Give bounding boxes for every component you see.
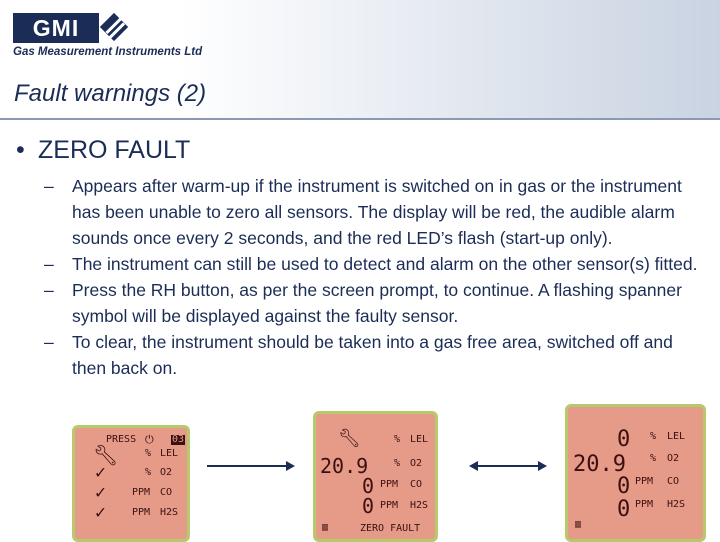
unit-label: PPM	[380, 500, 399, 511]
co-reading: 0	[617, 474, 631, 499]
gas-label: CO	[160, 487, 173, 498]
slide-title: Fault warnings (2)	[14, 80, 207, 107]
gas-label: O2	[160, 467, 173, 478]
display-startup	[72, 425, 190, 542]
h2s-reading: 0	[617, 497, 631, 522]
gas-label: LEL	[160, 448, 179, 459]
unit-label: PPM	[635, 499, 654, 510]
unit-label: PPM	[132, 487, 151, 498]
sub-point-text: The instrument can still be used to detect and alarm on the other sensor(s) fitted.	[72, 254, 698, 274]
display-zero-fault	[313, 411, 438, 542]
sub-point	[44, 251, 704, 277]
co-reading: 0	[362, 474, 375, 498]
arrow-right-icon	[538, 461, 547, 471]
unit-label: %	[145, 467, 152, 478]
tick-icon: ✓	[95, 462, 106, 483]
status-text: ZERO FAULT	[360, 523, 421, 534]
sub-point-text: To clear, the instrument should be taken into a gas free area, switched off and then back on.	[72, 332, 673, 378]
tick-icon: ✓	[95, 502, 106, 523]
gas-label: LEL	[667, 431, 686, 442]
spanner-icon: 🔧︎	[338, 428, 361, 449]
bullet-heading	[16, 136, 190, 165]
battery-icon: ▥	[322, 522, 329, 533]
unit-label: PPM	[635, 476, 654, 487]
gas-label: O2	[410, 458, 423, 469]
press-prompt: PRESS	[106, 434, 137, 445]
gas-label: CO	[410, 479, 423, 490]
gas-label: CO	[667, 476, 680, 487]
gas-label: H2S	[160, 507, 179, 518]
h2s-reading: 0	[362, 494, 375, 518]
unit-label: PPM	[132, 507, 151, 518]
sub-point-text: Press the RH button, as per the screen prompt, to continue. A flashing spanner symbol will be displayed against the faulty sensor.	[72, 280, 682, 326]
gas-label: H2S	[410, 500, 429, 511]
unit-label: %	[650, 431, 657, 442]
o2-reading: 20.9	[320, 454, 369, 478]
arrow-line	[477, 465, 539, 467]
dash: –	[44, 280, 54, 300]
sub-point	[44, 277, 704, 329]
spanner-icon: 🔧︎	[93, 443, 119, 467]
sub-point	[44, 173, 704, 251]
power-icon: ⏻	[145, 433, 154, 446]
tick-icon: ✓	[95, 482, 106, 503]
o2-reading: 20.9	[573, 452, 626, 477]
gas-label: LEL	[410, 434, 429, 445]
sub-points	[44, 173, 704, 381]
unit-label: %	[145, 448, 152, 459]
unit-label: %	[650, 453, 657, 464]
unit-label: PPM	[380, 479, 399, 490]
dash: –	[44, 332, 54, 352]
header-divider	[0, 118, 720, 120]
countdown: 03	[172, 434, 185, 445]
arrow-line	[207, 465, 287, 467]
logo-text: GMI	[32, 15, 80, 41]
gmi-logo	[13, 13, 127, 43]
bullet-symbol: •	[16, 136, 25, 164]
dash: –	[44, 254, 54, 274]
battery-icon: ▥	[575, 519, 582, 530]
sub-point	[44, 329, 704, 381]
dash: –	[44, 176, 54, 196]
gas-label: O2	[667, 453, 680, 464]
sub-point-text: Appears after warm-up if the instrument is switched on in gas or the instrument has been unable to zero all sensors. The display will be red, the audible alarm sounds once every 2 seconds, and the red LED’s flash (start-up only).	[72, 176, 682, 248]
company-name: Gas Measurement Instruments Ltd	[13, 46, 203, 58]
lel-reading: 0	[617, 427, 631, 452]
arrow-right-icon	[286, 461, 295, 471]
display-normal	[565, 404, 706, 542]
unit-label: %	[394, 434, 401, 445]
gas-label: H2S	[667, 499, 686, 510]
bullet-heading-text: ZERO FAULT	[38, 136, 191, 164]
unit-label: %	[394, 458, 401, 469]
